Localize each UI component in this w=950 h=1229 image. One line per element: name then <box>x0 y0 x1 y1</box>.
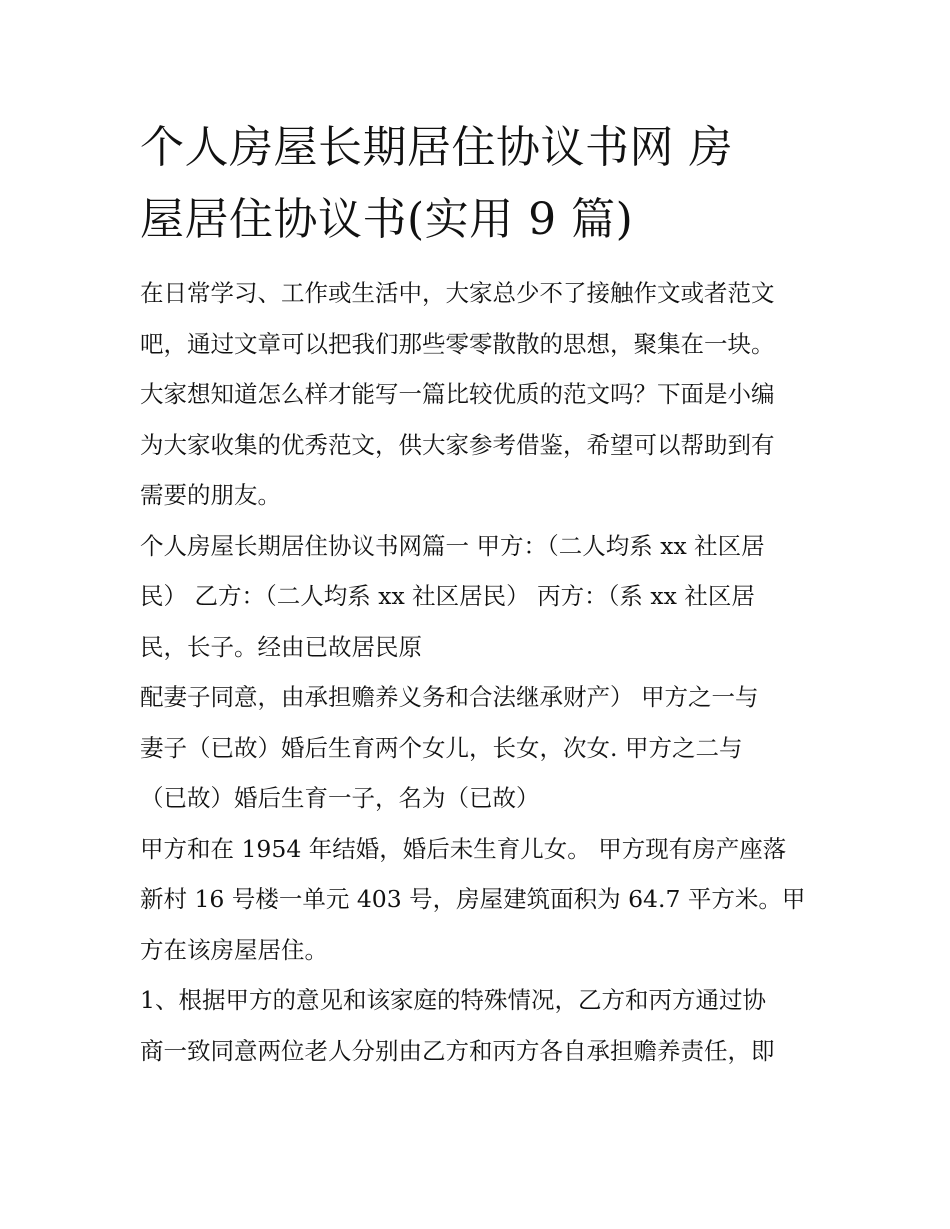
text-line: 需要的朋友。 <box>140 481 281 509</box>
text-line: 商一致同意两位老人分别由乙方和丙方各自承担赡养责任，即 <box>140 1036 775 1065</box>
text-line: 大家想知道怎么样才能写一篇比较优质的范文吗？下面是小编 <box>140 380 775 408</box>
document-title <box>140 112 820 256</box>
text-line: 甲方和在 1954 年结婚，婚后未生育儿女。 甲方现有房产座落 <box>140 834 787 863</box>
text-line: 配妻子同意，由承担赡养义务和合法继承财产） 甲方之一与 <box>140 683 759 711</box>
title-line: 个人房屋长期居住协议书网 房 <box>140 122 733 173</box>
family-paragraph <box>140 672 820 824</box>
clause-paragraph <box>140 975 820 1076</box>
text-line: 个人房屋长期居住协议书网篇一 甲方：（二人均系 xx 社区居 <box>140 531 765 560</box>
intro-paragraph <box>140 268 820 521</box>
title-line: 屋居住协议书(实用 9 篇) <box>140 194 634 245</box>
text-line: 方在该房屋居住。 <box>140 935 328 964</box>
text-line: 民） 乙方：（二人均系 xx 社区居民） 丙方：（系 xx 社区居 <box>140 582 755 610</box>
text-line: 为大家收集的优秀范文，供大家参考借鉴，希望可以帮助到有 <box>140 430 775 459</box>
text-line: 妻子（已故）婚后生育两个女儿，长女，次女. 甲方之二与 <box>140 733 743 762</box>
document-page <box>140 112 820 1076</box>
text-line: 1、根据甲方的意见和该家庭的特殊情况，乙方和丙方通过协 <box>140 986 766 1014</box>
text-line: （已故）婚后生育一子，名为（已故） <box>140 784 540 812</box>
text-line: 吧，通过文章可以把我们那些零零散散的思想，聚集在一块。 <box>140 329 775 358</box>
text-line: 民，长子。经由已故居民原 <box>140 632 422 661</box>
parties-paragraph <box>140 521 820 673</box>
text-line: 在日常学习、工作或生活中，大家总少不了接触作文或者范文 <box>140 279 775 307</box>
text-line: 新村 16 号楼一单元 403 号，房屋建筑面积为 64.7 平方米。甲 <box>140 885 806 913</box>
property-paragraph <box>140 824 820 976</box>
